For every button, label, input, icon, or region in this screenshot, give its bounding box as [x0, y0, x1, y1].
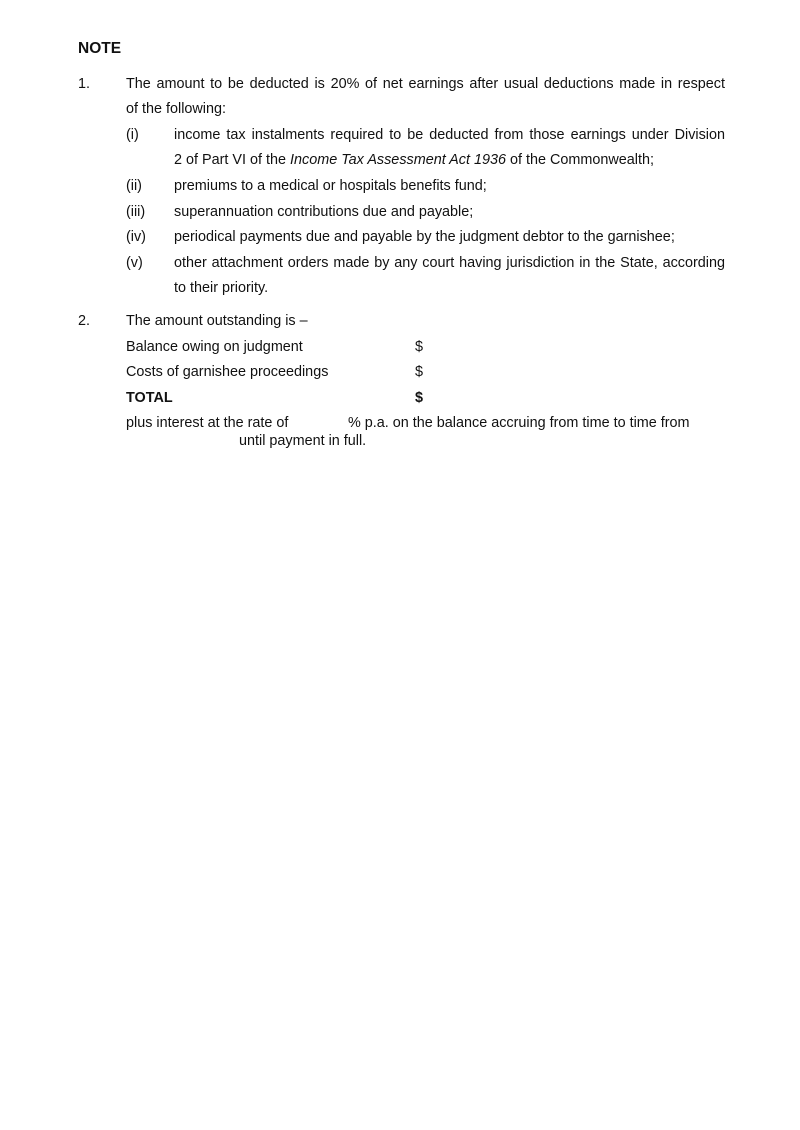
- note-1-text-line-2: of the following:: [126, 101, 226, 117]
- balance-owing-label: Balance owing on judgment: [126, 339, 303, 355]
- note-1-number: 1.: [78, 76, 91, 92]
- item-i-line-2-suffix: of the Commonwealth;: [505, 152, 654, 168]
- total-currency: $: [415, 390, 424, 406]
- total-label: TOTAL: [126, 390, 173, 406]
- interest-text-part-2: % p.a. on the balance accruing from time to time from: [348, 415, 690, 431]
- note-1-item-v-line-2: to their priority.: [174, 280, 269, 296]
- note-1-text-line-1: The amount to be deducted is 20% of net earnings after usual deductions made in respect: [126, 76, 725, 92]
- note-1-item-i-label: (i): [126, 127, 139, 143]
- note-1-item-i-line-2: [174, 152, 654, 168]
- garnishee-costs-currency: $: [415, 364, 424, 380]
- balance-owing-currency: $: [415, 339, 424, 355]
- note-1-item-ii-label: (ii): [126, 178, 142, 194]
- interest-text-line-2: until payment in full.: [239, 433, 367, 449]
- interest-text-part-1: plus interest at the rate of: [126, 415, 289, 431]
- note-2-number: 2.: [78, 313, 91, 329]
- act-title: Income Tax Assessment Act 1936: [290, 152, 506, 168]
- garnishee-costs-label: Costs of garnishee proceedings: [126, 364, 329, 380]
- note-1-item-iii-text: superannuation contributions due and payable;: [174, 204, 474, 220]
- note-1-item-iii-label: (iii): [126, 204, 146, 220]
- note-1-item-ii-text: premiums to a medical or hospitals benefits fund;: [174, 178, 487, 194]
- note-1-item-i-line-1: income tax instalments required to be deducted from those earnings under Division: [174, 127, 725, 143]
- note-1-item-iv-label: (iv): [126, 229, 146, 245]
- note-2-intro: The amount outstanding is –: [126, 313, 308, 329]
- note-heading: NOTE: [78, 40, 122, 57]
- note-1-item-iv-text: periodical payments due and payable by the judgment debtor to the garnishee;: [174, 229, 675, 245]
- note-1-item-v-label: (v): [126, 255, 143, 271]
- note-1-item-v-line-1: other attachment orders made by any court having jurisdiction in the State, according: [174, 255, 725, 271]
- item-i-line-2-prefix: 2 of Part VI of the: [174, 152, 290, 168]
